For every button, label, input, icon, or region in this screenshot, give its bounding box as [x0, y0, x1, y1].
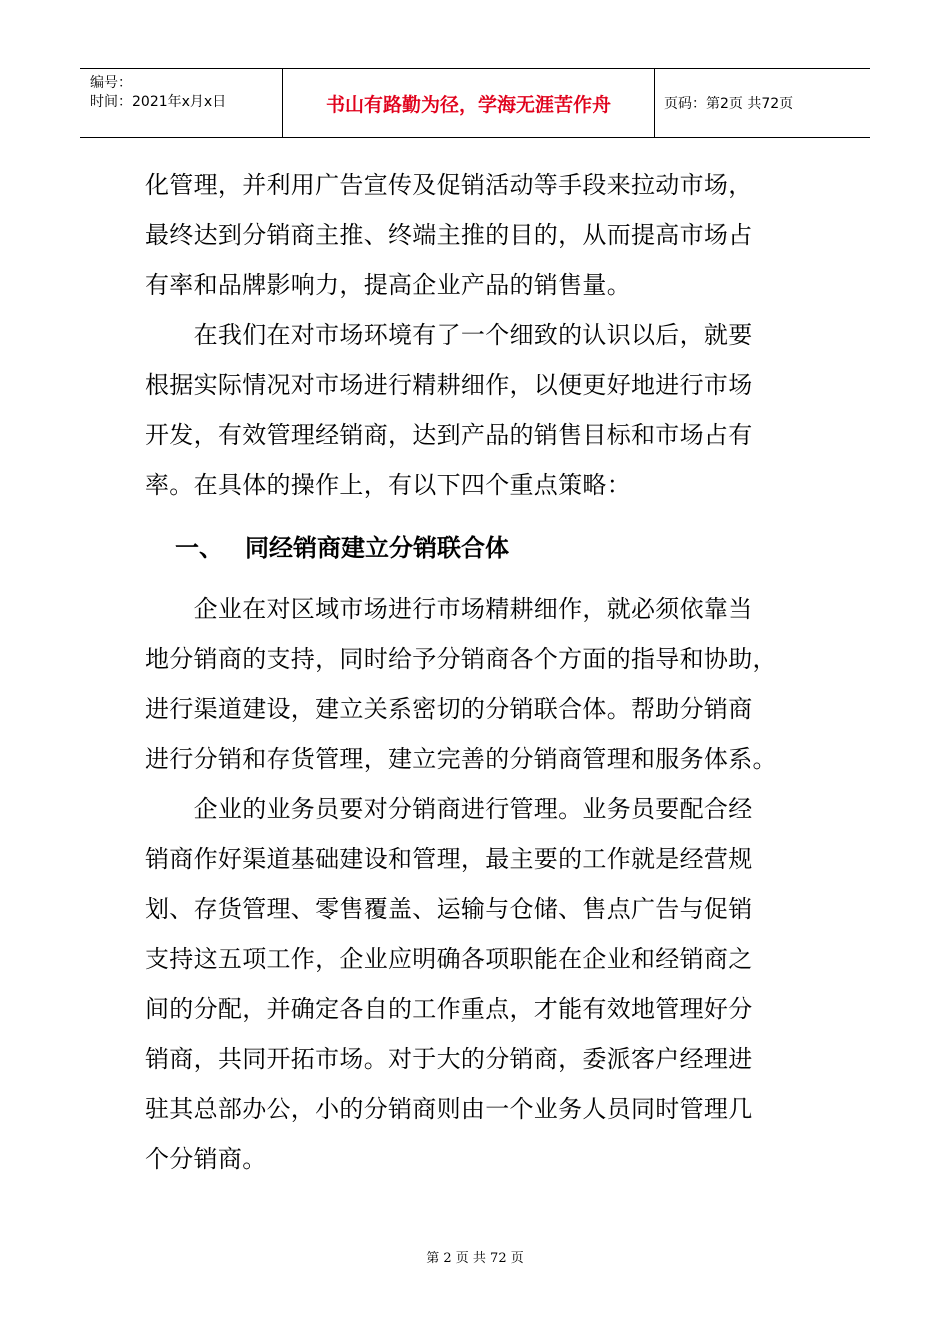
- section-number: 一、: [175, 534, 223, 562]
- text-line: 进行渠道建设，建立关系密切的分销联合体。帮助分销商: [145, 695, 753, 723]
- text-line: 企业的业务员要对分销商进行管理。业务员要配合经: [145, 795, 753, 823]
- text-line: 驻其总部办公，小的分销商则由一个业务人员同时管理几: [145, 1095, 753, 1123]
- text-line: 地分销商的支持，同时给予分销商各个方面的指导和协助，: [145, 645, 777, 673]
- text-line: 开发，有效管理经销商，达到产品的销售目标和市场占有: [145, 421, 753, 449]
- text-line: 在我们在对市场环境有了一个细致的认识以后，就要: [145, 321, 753, 349]
- header-page-info: 页码：第2页 共72页: [664, 96, 794, 112]
- text-line: 率。在具体的操作上，有以下四个重点策略：: [145, 471, 631, 499]
- text-line: 支持这五项工作，企业应明确各项职能在企业和经销商之: [145, 945, 753, 973]
- page-header: [80, 68, 870, 138]
- text-line: 销商，共同开拓市场。对于大的分销商，委派客户经理进: [145, 1045, 753, 1073]
- code-label: 编号：: [90, 75, 132, 91]
- header-motto: 书山有路勤为径，学海无涯苦作舟: [325, 93, 611, 116]
- text-line: 个分销商。: [145, 1145, 267, 1173]
- text-line: 有率和品牌影响力，提高企业产品的销售量。: [145, 271, 631, 299]
- header-divider: [654, 69, 655, 137]
- text-line: 间的分配，并确定各自的工作重点，才能有效地管理好分: [145, 995, 753, 1023]
- text-line: 销商作好渠道基础建设和管理，最主要的工作就是经营规: [145, 845, 753, 873]
- text-line: 进行分销和存货管理，建立完善的分销商管理和服务体系。: [145, 745, 777, 773]
- text-line: 企业在对区域市场进行市场精耕细作，就必须依靠当: [145, 595, 753, 623]
- text-line: 划、存货管理、零售覆盖、运输与仓储、售点广告与促销: [145, 895, 753, 923]
- time-label: 时间：2021年x月x日: [90, 94, 227, 110]
- header-meta: [80, 69, 282, 137]
- text-line: 最终达到分销商主推、终端主推的目的，从而提高市场占: [145, 221, 753, 249]
- section-heading: [175, 533, 509, 563]
- page-footer: 第 2 页 共 72 页: [426, 1251, 524, 1266]
- section-title: 同经销商建立分销联合体: [245, 534, 509, 562]
- text-line: 化管理，并利用广告宣传及促销活动等手段来拉动市场，: [145, 171, 753, 199]
- text-line: 根据实际情况对市场进行精耕细作，以便更好地进行市场: [145, 371, 753, 399]
